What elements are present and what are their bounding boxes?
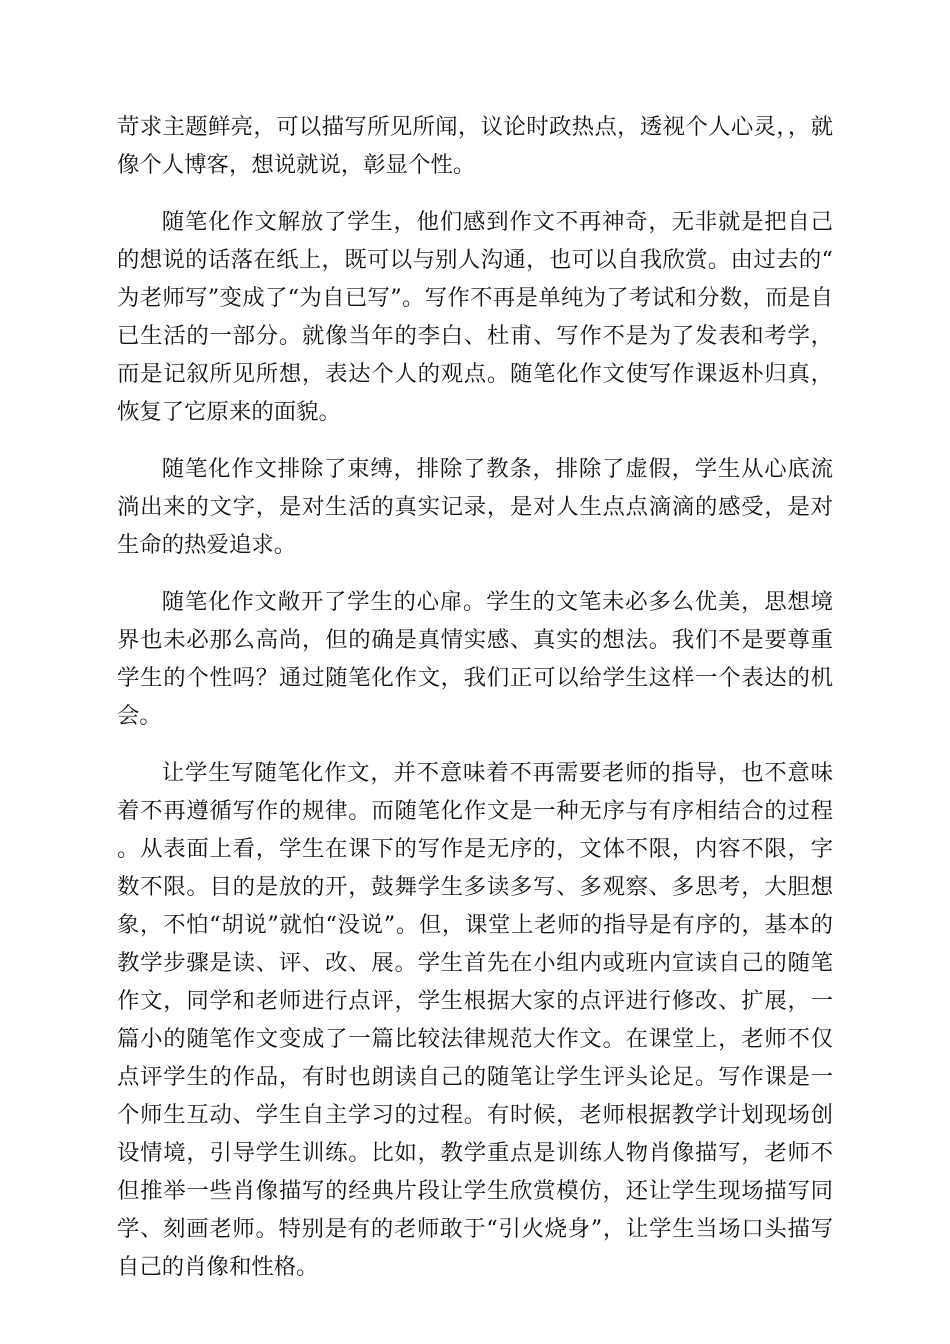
paragraph-liberation: 随笔化作文解放了学生，他们感到作文不再神奇，无非就是把自己的想说的话落在纸上，既可以与别人沟通，也可以自我欣赏。由过去的“为老师写”变成了“为自已写”。写作不再是单纯为了考试和分数，而是自已生活的一部分。就像当年的李白、杜甫、写作不是为了发表和考学，而是记叙所见所想，表达个人的观点。随笔化作文使写作课返朴归真，恢复了它原来的面貌。	[117, 209, 833, 425]
document-body	[117, 108, 833, 1305]
paragraph-continuation: 苛求主题鲜亮，可以描写所见所闻，议论时政热点，透视个人心灵，，就像个人博客，想说就说，彰显个性。	[117, 114, 833, 178]
paragraph-opening-hearts: 随笔化作文敞开了学生的心扉。学生的文笔未必多么优美，思想境界也未必那么高尚，但的确是真情实感、真实的想法。我们不是要尊重学生的个性吗？通过随笔化作文，我们正可以给学生这样一个表达的机会。	[117, 589, 833, 729]
paragraph-removing-constraints: 随笔化作文排除了束缚，排除了教条，排除了虚假，学生从心底流淌出来的文字，是对生活的真实记录，是对人生点点滴滴的感受，是对生命的热爱追求。	[117, 456, 833, 558]
paragraph-teacher-guidance: 让学生写随笔化作文，并不意味着不再需要老师的指导，也不意味着不再遵循写作的规律。而随笔化作文是一种无序与有序相结合的过程。从表面上看，学生在课下的写作是无序的，文体不限，内容不限，字数不限。目的是放的开，鼓舞学生多读多写、多观察、多思考，大胆想象，不怕“胡说”就怕“没说”。但，课堂上老师的指导是有序的，基本的教学步骤是读、评、改、展。学生首先在小组内或班内宣读自己的随笔作文，同学和老师进行点评，学生根据大家的点评进行修改、扩展，一篇小的随笔作文变成了一篇比较法律规范大作文。在课堂上，老师不仅点评学生的作品，有时也朗读自己的随笔让学生评头论足。写作课是一个师生互动、学生自主学习的过程。有时候，老师根据教学计划现场创设情境，引导学生训练。比如，教学重点是训练人物肖像描写，老师不但推举一些肖像描写的经典片段让学生欣赏模仿，还让学生现场描写同学、刻画老师。特别是有的老师敢于“引火烧身”，让学生当场口头描写自己的肖像和性格。	[117, 760, 833, 1280]
